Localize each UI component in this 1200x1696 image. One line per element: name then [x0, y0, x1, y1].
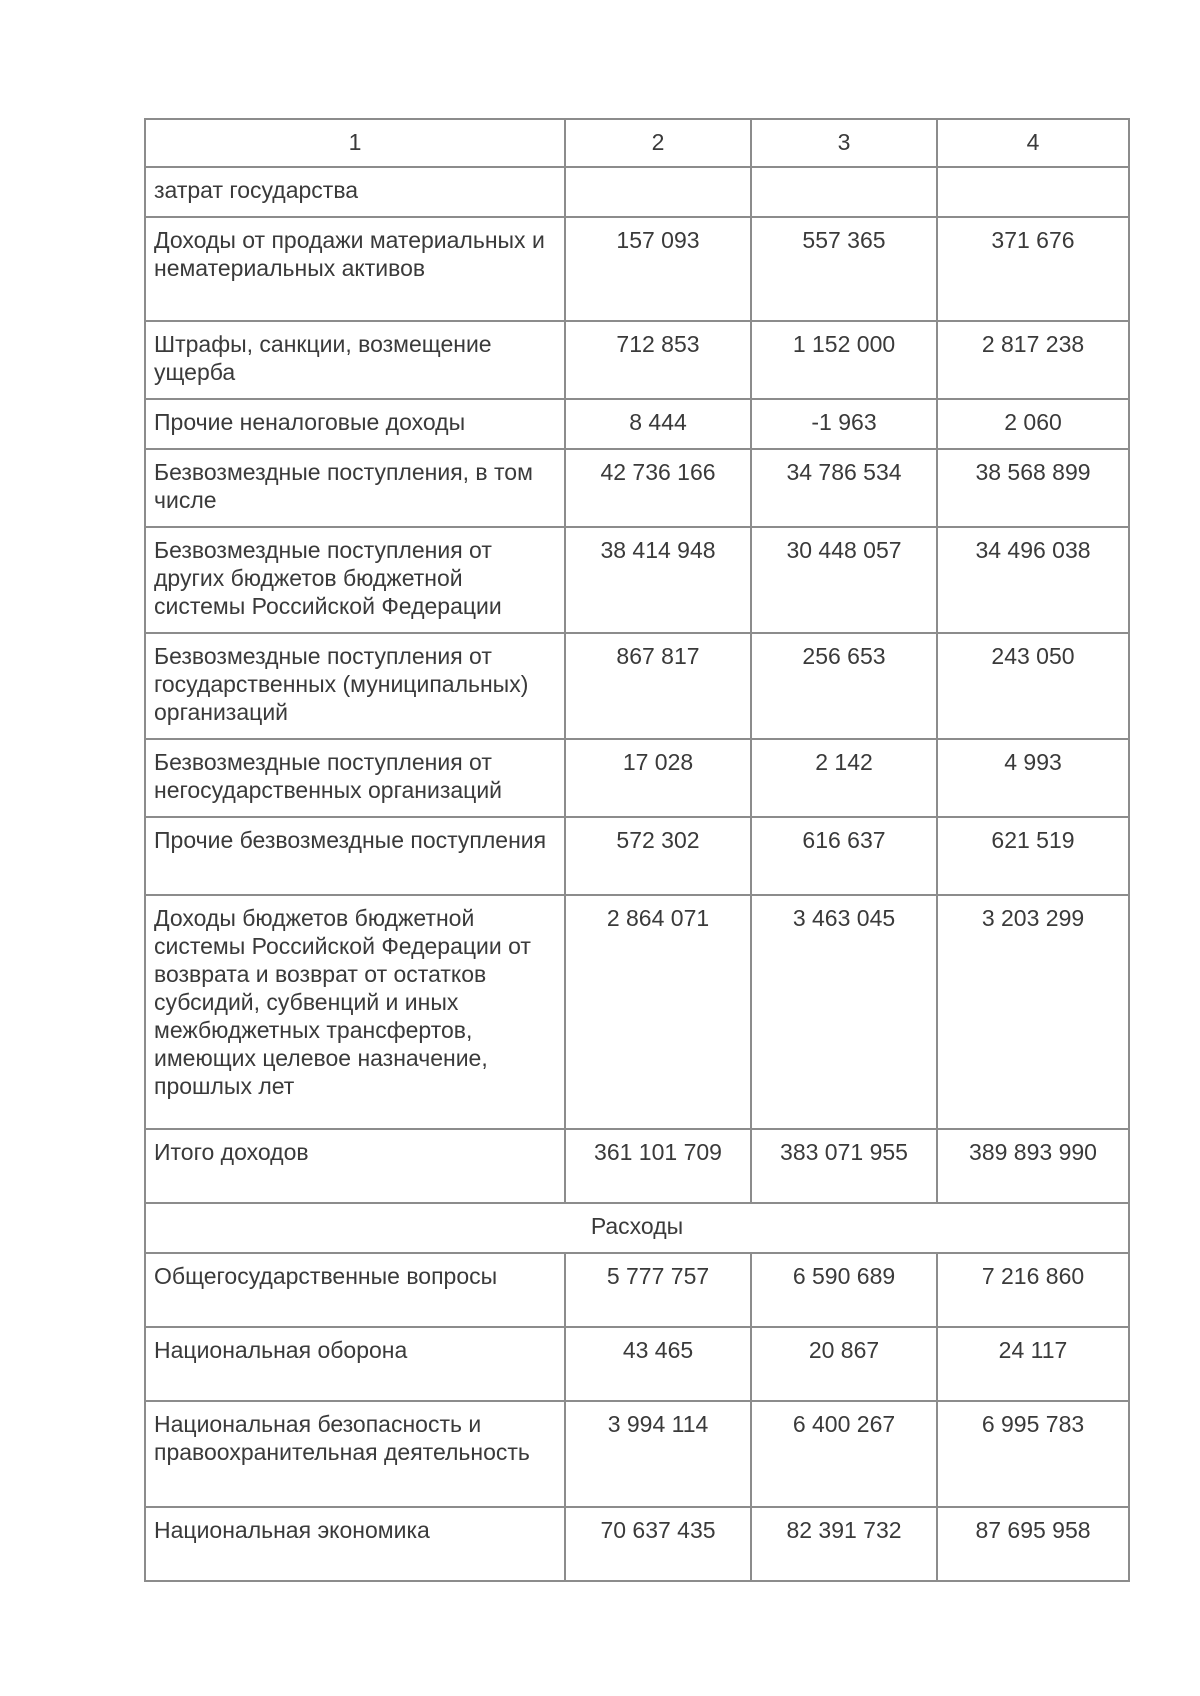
- column-header-2: 2: [565, 119, 751, 167]
- table-row: [145, 217, 1129, 321]
- cell-col-2: 5 777 757: [565, 1253, 751, 1327]
- row-label: Безвозмездные поступления, в том числе: [145, 449, 565, 527]
- table-row: [145, 739, 1129, 817]
- table-row: [145, 527, 1129, 633]
- cell-col-2: 3 994 114: [565, 1401, 751, 1507]
- row-label: Прочие неналоговые доходы: [145, 399, 565, 449]
- cell-col-3: 1 152 000: [751, 321, 937, 399]
- cell-col-4: 7 216 860: [937, 1253, 1129, 1327]
- cell-col-2: 43 465: [565, 1327, 751, 1401]
- table-row-total: [145, 1129, 1129, 1203]
- row-label: Штрафы, санкции, возмещение ущерба: [145, 321, 565, 399]
- cell-col-3: -1 963: [751, 399, 937, 449]
- column-header-3: 3: [751, 119, 937, 167]
- row-label: Безвозмездные поступления от негосударственных организаций: [145, 739, 565, 817]
- cell-col-4: 243 050: [937, 633, 1129, 739]
- cell-col-2: 157 093: [565, 217, 751, 321]
- cell-col-4: 34 496 038: [937, 527, 1129, 633]
- cell-col-2: 2 864 071: [565, 895, 751, 1129]
- cell-col-2: 712 853: [565, 321, 751, 399]
- table-row: [145, 1507, 1129, 1581]
- row-label: затрат государства: [145, 167, 565, 217]
- table-row: [145, 399, 1129, 449]
- cell-col-4: 621 519: [937, 817, 1129, 895]
- table-row: [145, 449, 1129, 527]
- cell-col-3: [751, 167, 937, 217]
- row-label: Итого доходов: [145, 1129, 565, 1203]
- cell-col-3: 30 448 057: [751, 527, 937, 633]
- row-label: Безвозмездные поступления от государственных (муниципальных) организаций: [145, 633, 565, 739]
- cell-col-2: 17 028: [565, 739, 751, 817]
- cell-col-2: 361 101 709: [565, 1129, 751, 1203]
- cell-col-3: 6 590 689: [751, 1253, 937, 1327]
- cell-col-3: 6 400 267: [751, 1401, 937, 1507]
- cell-col-4: 2 817 238: [937, 321, 1129, 399]
- cell-col-3: 383 071 955: [751, 1129, 937, 1203]
- table-row: [145, 1327, 1129, 1401]
- table-row: [145, 633, 1129, 739]
- row-label: Общегосударственные вопросы: [145, 1253, 565, 1327]
- cell-col-3: 616 637: [751, 817, 937, 895]
- cell-col-2: 867 817: [565, 633, 751, 739]
- table-row: [145, 817, 1129, 895]
- cell-col-3: 34 786 534: [751, 449, 937, 527]
- cell-col-3: 20 867: [751, 1327, 937, 1401]
- table-row: [145, 1401, 1129, 1507]
- cell-col-4: 389 893 990: [937, 1129, 1129, 1203]
- column-header-4: 4: [937, 119, 1129, 167]
- row-label: Безвозмездные поступления от других бюджетов бюджетной системы Российской Федерации: [145, 527, 565, 633]
- table-row: [145, 321, 1129, 399]
- cell-col-4: 6 995 783: [937, 1401, 1129, 1507]
- cell-col-3: 82 391 732: [751, 1507, 937, 1581]
- cell-col-2: 70 637 435: [565, 1507, 751, 1581]
- cell-col-3: 2 142: [751, 739, 937, 817]
- cell-col-3: 256 653: [751, 633, 937, 739]
- section-header-row: [145, 1203, 1129, 1253]
- cell-col-4: [937, 167, 1129, 217]
- budget-table: [144, 118, 1130, 1582]
- table-header-row: [145, 119, 1129, 167]
- cell-col-4: 87 695 958: [937, 1507, 1129, 1581]
- cell-col-4: 371 676: [937, 217, 1129, 321]
- row-label: Национальная экономика: [145, 1507, 565, 1581]
- cell-col-2: [565, 167, 751, 217]
- cell-col-4: 24 117: [937, 1327, 1129, 1401]
- cell-col-2: 572 302: [565, 817, 751, 895]
- cell-col-2: 42 736 166: [565, 449, 751, 527]
- cell-col-4: 38 568 899: [937, 449, 1129, 527]
- row-label: Доходы от продажи материальных и нематериальных активов: [145, 217, 565, 321]
- table-row: [145, 1253, 1129, 1327]
- cell-col-2: 38 414 948: [565, 527, 751, 633]
- table-row: [145, 895, 1129, 1129]
- cell-col-4: 2 060: [937, 399, 1129, 449]
- cell-col-4: 4 993: [937, 739, 1129, 817]
- column-header-1: 1: [145, 119, 565, 167]
- cell-col-3: 3 463 045: [751, 895, 937, 1129]
- row-label: Доходы бюджетов бюджетной системы Российской Федерации от возврата и возврат от остатков субсидий, субвенций и иных межбюджетных трансфертов, имеющих целевое назначение, прошлых лет: [145, 895, 565, 1129]
- row-label: Прочие безвозмездные поступления: [145, 817, 565, 895]
- table-row: [145, 167, 1129, 217]
- row-label: Национальная безопасность и правоохранительная деятельность: [145, 1401, 565, 1507]
- cell-col-2: 8 444: [565, 399, 751, 449]
- section-title: Расходы: [145, 1203, 1129, 1253]
- row-label: Национальная оборона: [145, 1327, 565, 1401]
- cell-col-3: 557 365: [751, 217, 937, 321]
- cell-col-4: 3 203 299: [937, 895, 1129, 1129]
